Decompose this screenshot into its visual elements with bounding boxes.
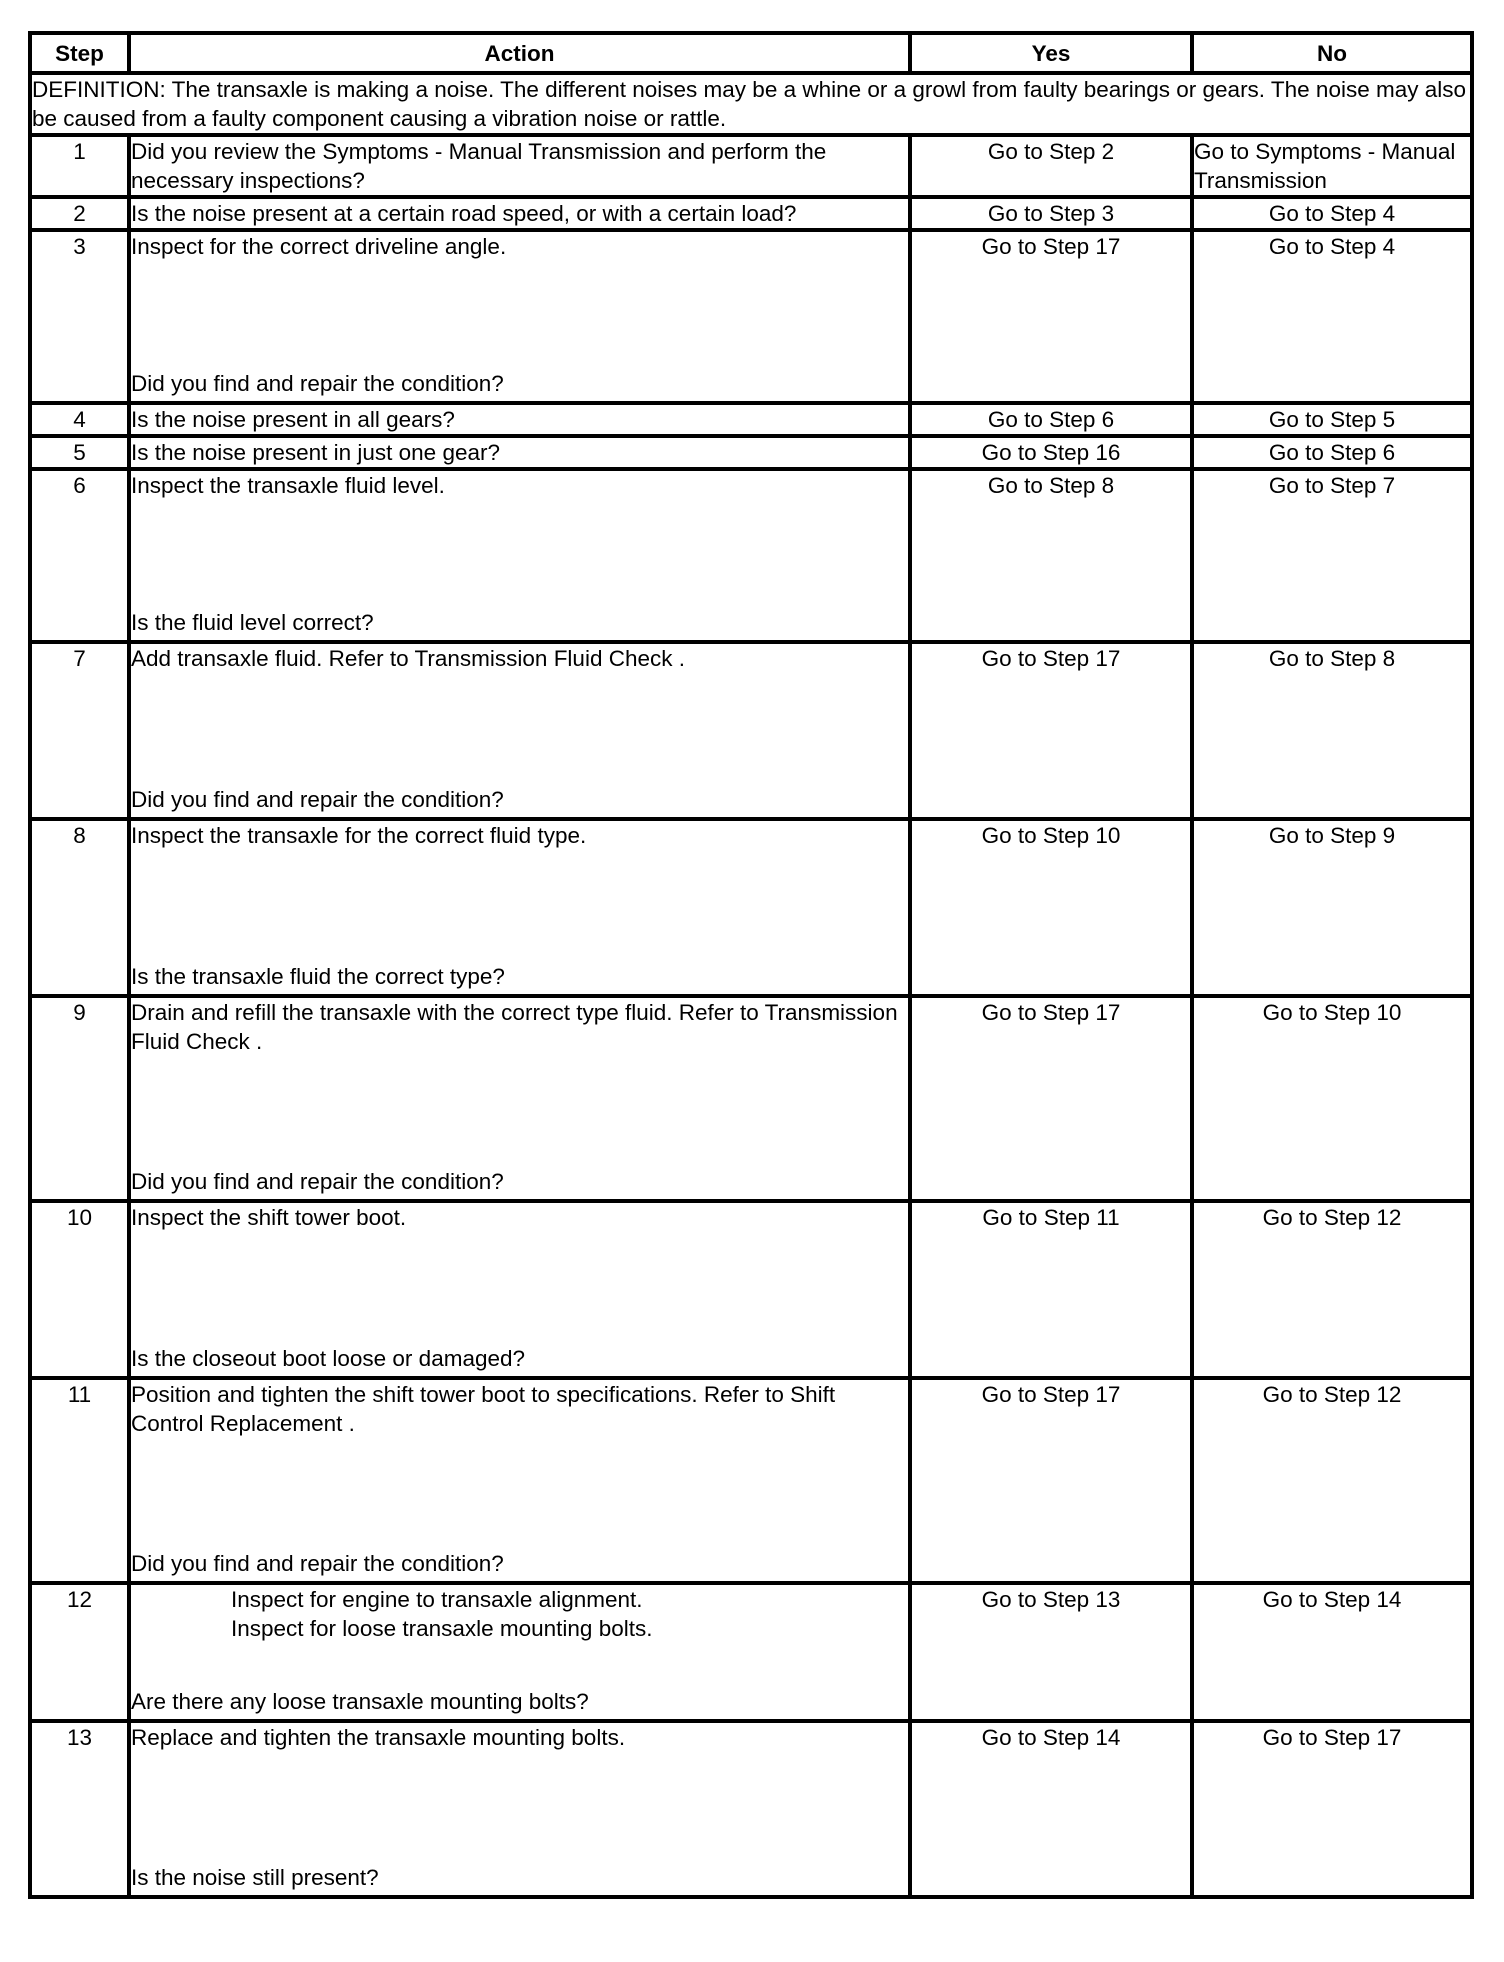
action-question: Is the transaxle fluid the correct type?: [131, 964, 505, 989]
no-cell: Go to Step 14: [1192, 1583, 1472, 1721]
no-cell: Go to Step 17: [1192, 1721, 1472, 1897]
no-cell: Go to Step 5: [1192, 403, 1472, 436]
no-cell: Go to Symptoms - Manual Transmission: [1192, 135, 1472, 197]
yes-cell: Go to Step 10: [910, 819, 1192, 996]
yes-cell: Go to Step 17: [910, 642, 1192, 819]
action-question: Is the noise still present?: [131, 1865, 379, 1890]
yes-cell: Go to Step 2: [910, 135, 1192, 197]
step-number: 1: [30, 135, 129, 197]
action-cell: [129, 135, 910, 197]
diagnostic-table: [28, 31, 1474, 1899]
step-number: 12: [30, 1583, 129, 1721]
yes-cell: Go to Step 14: [910, 1721, 1192, 1897]
action-question: Is the fluid level correct?: [131, 610, 374, 635]
action-text: Inspect for engine to transaxle alignment.: [231, 1587, 643, 1612]
step-number: 9: [30, 996, 129, 1201]
yes-cell: Go to Step 8: [910, 469, 1192, 642]
action-text: Inspect the transaxle for the correct fluid type.: [131, 823, 587, 848]
definition-row: [30, 73, 1472, 135]
action-text: Add transaxle fluid. Refer to Transmission Fluid Check .: [131, 646, 685, 671]
no-cell: Go to Step 12: [1192, 1378, 1472, 1583]
action-cell: [129, 1583, 910, 1721]
action-text: Is the noise present in all gears?: [131, 407, 455, 432]
yes-cell: Go to Step 11: [910, 1201, 1192, 1378]
step-number: 10: [30, 1201, 129, 1378]
table-row: [30, 819, 1472, 996]
step-number: 6: [30, 469, 129, 642]
action-text: Is the noise present in just one gear?: [131, 440, 500, 465]
action-text: Did you review the Symptoms - Manual Transmission and perform the necessary inspections?: [131, 139, 827, 193]
table-row: [30, 403, 1472, 436]
table-row: [30, 469, 1472, 642]
action-text: Drain and refill the transaxle with the correct type fluid. Refer to Transmission Fluid Check .: [131, 1000, 898, 1054]
action-cell: [129, 1721, 910, 1897]
action-text: Position and tighten the shift tower boot to specifications. Refer to Shift Control Replacement .: [131, 1382, 836, 1436]
action-cell: [129, 1201, 910, 1378]
no-cell: Go to Step 10: [1192, 996, 1472, 1201]
table-row: [30, 436, 1472, 469]
no-cell: Go to Step 8: [1192, 642, 1472, 819]
table-row: [30, 1721, 1472, 1897]
action-cell: [129, 436, 910, 469]
yes-cell: Go to Step 17: [910, 230, 1192, 403]
action-question: Is the closeout boot loose or damaged?: [131, 1346, 526, 1371]
action-question: Did you find and repair the condition?: [131, 371, 504, 396]
header-step: Step: [30, 33, 129, 73]
step-number: 13: [30, 1721, 129, 1897]
action-text: Inspect the shift tower boot.: [131, 1205, 407, 1230]
action-cell: [129, 197, 910, 230]
table-row: [30, 1583, 1472, 1721]
yes-cell: Go to Step 6: [910, 403, 1192, 436]
no-cell: Go to Step 6: [1192, 436, 1472, 469]
action-cell: [129, 230, 910, 403]
header-action: Action: [129, 33, 910, 73]
step-number: 4: [30, 403, 129, 436]
definition-text: DEFINITION: The transaxle is making a noise. The different noises may be a whine or a growl from faulty bearings or gears. The noise may also be caused from a faulty component causing a vibration noise or rattle.: [30, 73, 1472, 135]
action-cell: [129, 996, 910, 1201]
table-row: [30, 642, 1472, 819]
header-no: No: [1192, 33, 1472, 73]
action-cell: [129, 642, 910, 819]
yes-cell: Go to Step 3: [910, 197, 1192, 230]
yes-cell: Go to Step 13: [910, 1583, 1192, 1721]
table-row: [30, 135, 1472, 197]
action-cell: [129, 1378, 910, 1583]
action-text: Inspect the transaxle fluid level.: [131, 473, 445, 498]
no-cell: Go to Step 7: [1192, 469, 1472, 642]
action-question: Did you find and repair the condition?: [131, 1169, 504, 1194]
step-number: 11: [30, 1378, 129, 1583]
table-row: [30, 1378, 1472, 1583]
yes-cell: Go to Step 17: [910, 1378, 1192, 1583]
action-text: Replace and tighten the transaxle mounting bolts.: [131, 1725, 626, 1750]
table-row: [30, 230, 1472, 403]
action-text-2: Inspect for loose transaxle mounting bolts.: [231, 1616, 653, 1641]
no-cell: Go to Step 12: [1192, 1201, 1472, 1378]
step-number: 2: [30, 197, 129, 230]
step-number: 3: [30, 230, 129, 403]
table-row: [30, 1201, 1472, 1378]
action-cell: [129, 403, 910, 436]
action-question: Did you find and repair the condition?: [131, 787, 504, 812]
step-number: 7: [30, 642, 129, 819]
action-cell: [129, 469, 910, 642]
action-question: Did you find and repair the condition?: [131, 1551, 504, 1576]
no-cell: Go to Step 9: [1192, 819, 1472, 996]
yes-cell: Go to Step 17: [910, 996, 1192, 1201]
table-row: [30, 996, 1472, 1201]
action-text: Is the noise present at a certain road speed, or with a certain load?: [131, 201, 797, 226]
action-cell: [129, 819, 910, 996]
no-cell: Go to Step 4: [1192, 197, 1472, 230]
step-number: 5: [30, 436, 129, 469]
yes-cell: Go to Step 16: [910, 436, 1192, 469]
step-number: 8: [30, 819, 129, 996]
header-row: [30, 33, 1472, 73]
header-yes: Yes: [910, 33, 1192, 73]
action-question: Are there any loose transaxle mounting bolts?: [131, 1689, 589, 1714]
action-text: Inspect for the correct driveline angle.: [131, 234, 507, 259]
no-cell: Go to Step 4: [1192, 230, 1472, 403]
table-row: [30, 197, 1472, 230]
